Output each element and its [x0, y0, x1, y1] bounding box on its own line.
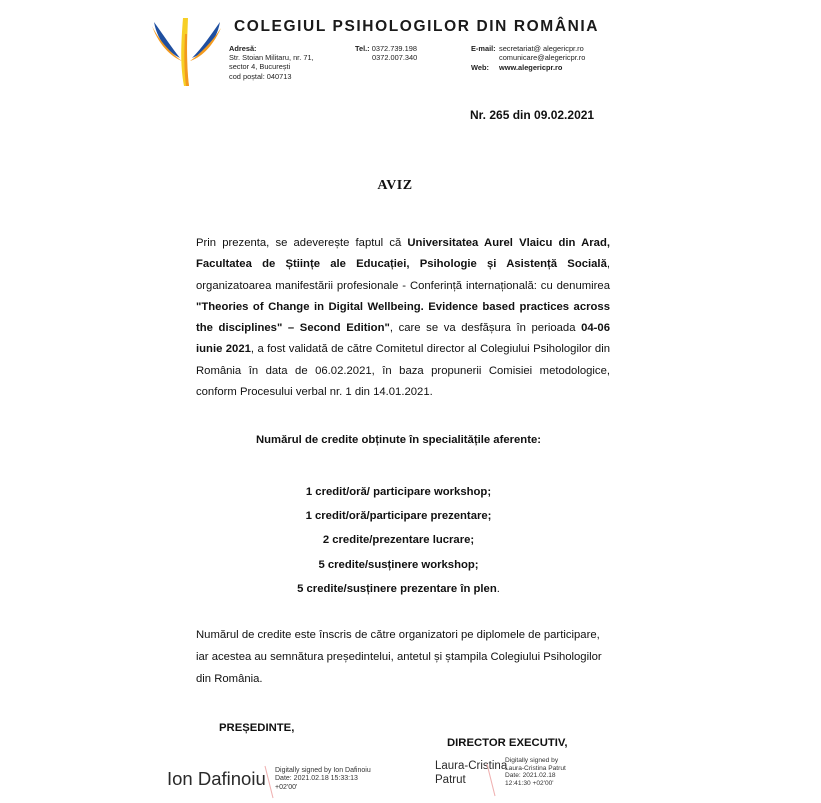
contact-block — [471, 44, 585, 73]
address-block — [229, 44, 314, 81]
signature-mark-icon — [484, 762, 498, 798]
main-paragraph — [196, 233, 610, 403]
credit-item: 5 credite/susținere workshop; — [318, 558, 479, 571]
address-label: Adresă: — [229, 44, 257, 53]
phone-block — [355, 44, 417, 62]
credit-item: 2 credite/prezentare lucrare; — [322, 534, 475, 547]
body-text: Prin prezenta, se adeverește faptul că — [196, 237, 408, 249]
org-name: COLEGIUL PSIHOLOGILOR DIN ROMÂNIA — [234, 18, 600, 35]
college-logo — [150, 14, 222, 88]
credit-item: 5 credite/susținere prezentare în plen — [297, 582, 497, 595]
address-line: Str. Stoian Militaru, nr. 71, — [229, 53, 314, 63]
signature-info-line: Date: 2021.02.18 15:33:13 — [275, 775, 358, 783]
digital-signature-info — [505, 757, 566, 787]
address-line: cod poștal: 040713 — [229, 71, 292, 81]
body-text: , a fost validată de către Comitetul director al Colegiului Psihologilor din România în data de 06.02.2021, în baza propunerii Comisiei metodologice, conform Procesului verbal nr. 1 din 14.01.2021. — [196, 343, 610, 399]
closing-paragraph: Numărul de credite este înscris de către organizatori pe diplomele de participare, iar acestea au semnătura președintelui, antetul și ștampila Colegiului Psihologilor din România. — [196, 629, 602, 685]
signature-name-line: Patrut — [435, 774, 466, 786]
tel-label: Tel.: — [355, 44, 370, 53]
signature-info-line: Digitally signed by Ion Dafinoiu — [275, 767, 371, 774]
body-text: , care se va desfășura în perioada — [389, 322, 582, 335]
credit-item-suffix: . — [496, 582, 500, 595]
signature-name-president: Ion Dafinoiu — [167, 768, 266, 789]
conference-title: "Theories of Change in Digital Wellbeing. Evidence based practices across the disciplines" – Second Edition" — [196, 300, 610, 335]
tel-number: 0372.739.198 — [371, 44, 417, 53]
credits-heading: Numărul de credite obținute în specialitățile aferente: — [256, 434, 541, 446]
signature-info-line: Digitally signed by — [505, 757, 559, 764]
document-number: Nr. 265 din 09.02.2021 — [470, 108, 595, 122]
credit-item: 1 credit/oră/participare prezentare; — [305, 510, 492, 523]
logo-right-swoosh — [192, 22, 220, 58]
address-line: sector 4, București — [229, 62, 291, 72]
tel-number: 0372.007.340 — [372, 53, 418, 63]
document-title: AVIZ — [377, 178, 413, 193]
signature-mark-icon — [262, 764, 276, 800]
credits-list — [0, 480, 797, 601]
digital-signature-info — [275, 767, 371, 792]
conference-dates: 04-06 iunie 2021 — [196, 322, 610, 356]
credit-item: 1 credit/oră/ participare workshop; — [305, 486, 492, 498]
director-label: DIRECTOR EXECUTIV, — [447, 737, 568, 749]
web-label: Web: — [471, 63, 489, 73]
email-address: comunicare@alegericpr.ro — [499, 53, 586, 63]
signature-info-line: Date: 2021.02.18 — [505, 772, 556, 780]
logo-left-swoosh — [154, 22, 180, 58]
body-text: , organizatoarea manifestării profesionale - Conferință internațională: cu denumirea — [196, 258, 610, 292]
email-label: E-mail: — [471, 44, 496, 53]
institution-name: Universitatea Aurel Vlaicu din Arad, Facultatea de Științe ale Educației, Psihologie și Asistență Socială — [196, 237, 611, 271]
signature-name-line: Laura-Cristina — [435, 760, 508, 772]
signature-info-line: Laura-Cristina Patrut — [505, 764, 566, 772]
email-address: secretariat@ alegericpr.ro — [499, 44, 584, 53]
web-address: www.alegericpr.ro — [499, 63, 563, 73]
signature-info-line: +02'00' — [275, 783, 298, 791]
signature-info-line: 12:41:30 +02'00' — [505, 779, 554, 787]
president-label: PREȘEDINTE, — [219, 722, 295, 734]
